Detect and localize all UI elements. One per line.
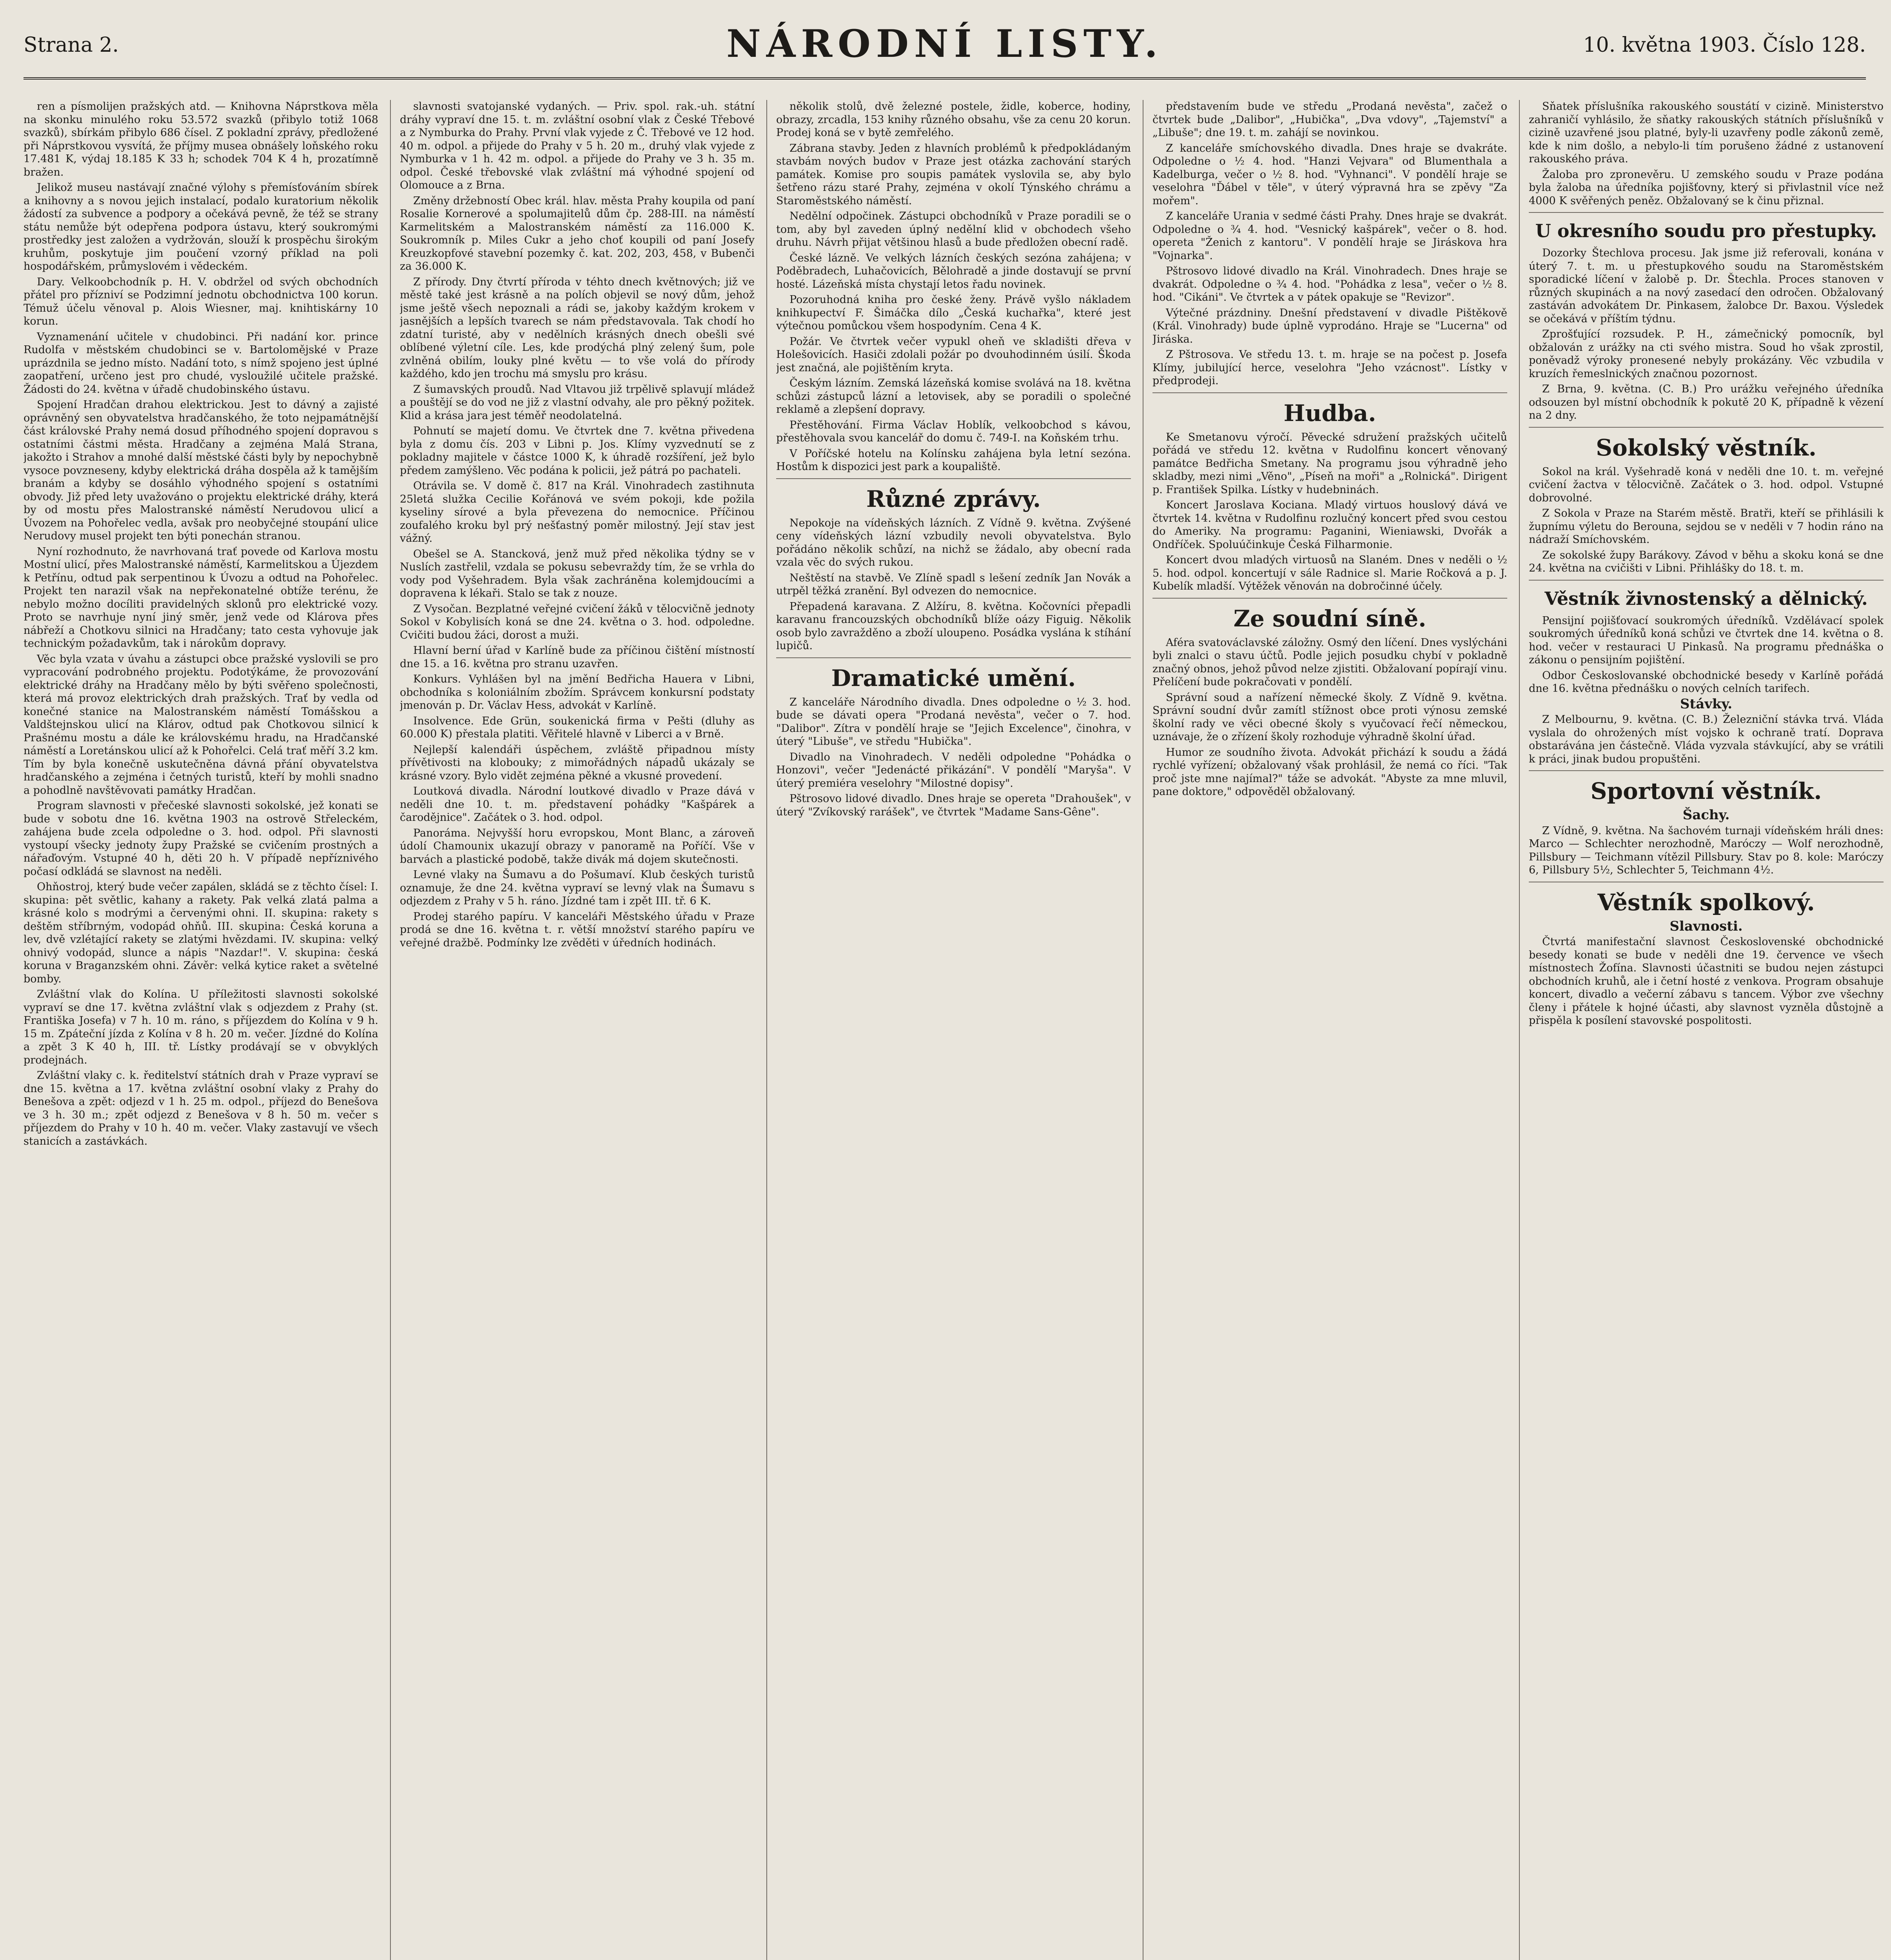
issue-date: 10. května 1903. Číslo 128. xyxy=(1583,33,1866,57)
section-heading-sportovni: Sportovní věstník. xyxy=(1590,778,1822,804)
article: Panoráma. Nejvyšší horu evropskou, Mont Blanc, a zároveň údolí Chamounix ukazují obrazy v panoramě na Poříčí. Vše v barvách a plastické podobě, takže divák má dojem skutečnosti. xyxy=(400,827,755,866)
article: Program slavnosti v přečeské slavnosti sokolské, jež konati se bude v sobotu dne 16. května 1903 na ostrově Střeleckém, zahájena bude zcela odpoledne o 3. hod. odpol. Při slavnosti vystoupí všecky jednoty župy Pražské se cvičením prostných a nářaďovým. Vstupné 40 h, děti 20 h. V případě nepříznivého počasí odkládá se slavnost na neděli. xyxy=(24,800,378,878)
article: Zprošťující rozsudek. P. H., zámečnický pomocník, byl obžalován z urážky na cti svého mistra. Soud ho však zprostil, poněvadž výroky pronesené nebyly prokázány. Věc vzbudila v kruzích řemeslnických značnou pozornost. xyxy=(1529,328,1884,380)
article: několik stolů, dvě železné postele, židle, koberce, hodiny, obrazy, zrcadla, 153 knihy různého obsahu, vše za cenu 20 korun. Prodej koná se v bytě zemřelého. xyxy=(776,100,1131,139)
section-rule xyxy=(1152,598,1507,599)
section-rule xyxy=(1529,580,1884,581)
article: Zvláštní vlak do Kolína. U příležitosti slavnosti sokolské vypraví se dne 17. května zvláštní vlak s odjezdem z Prahy (st. Františka Josefa) v 7 h. 10 m. ráno, s příjezdem do Kolína v 9 h. 15 m. Zpáteční jízda z Kolína v 8 h. 20 m. večer. Jízdné do Kolína a zpět 3 K 40 h, III. tř. Lístky prodávají se v obvyklých prodejnách. xyxy=(24,988,378,1066)
article: Z Vysočan. Bezplatné veřejné cvičení žáků v tělocvičně jednoty Sokol v Kobylisích koná se dne 24. května o 3. hod. odpoledne. Cvičiti budou žáci, dorost a muži. xyxy=(400,603,755,641)
article: Nepokoje na vídeňských lázních. Z Vídně 9. května. Zvýšené ceny vídeňských lázní vzbudily nevoli obyvatelstva. Bylo pořádáno několik schůzí, na nichž se žádalo, aby obecní rada vzala věc do svých rukou. xyxy=(776,517,1131,568)
article: Pohnutí se majetí domu. Ve čtvrtek dne 7. května přivedena byla z domu čís. 203 v Libni p. Jos. Klímy vyzvednutí se z pokladny majitele v částce 1000 K, k úhradě rozšíření, jež bylo předem zamýšleno. Věc podána k policii, jež pátrá po pachateli. xyxy=(400,425,755,477)
section-rule xyxy=(776,657,1131,658)
column-divider xyxy=(1519,100,1520,1960)
article: Dary. Velkoobchodník p. H. V. obdržel od svých obchodních přátel pro přízniví se Podzimní jednotu obchodnictva 100 korun. Témuž účelu věnoval p. Alois Wiesner, maj. knihtiskárny 10 korun. xyxy=(24,276,378,327)
article: Levné vlaky na Šumavu a do Pošumaví. Klub českých turistů oznamuje, že dne 24. května vypraví se levný vlak na Šumavu s odjezdem z Prahy v 5 h. ráno. Jízdné tam i zpět III. tř. 6 K. xyxy=(400,869,755,907)
column-5 xyxy=(1529,100,1884,1960)
article: Humor ze soudního života. Advokát přichází k soudu a žádá rychlé vyřízení; obžalovaný však prohlásil, že nemá co říci. "Tak proč jste mne najímal?" táže se advokát. "Abyste za mne mluvil, pane doktore," odpověděl obžalovaný. xyxy=(1152,746,1507,798)
column-2 xyxy=(400,100,755,1960)
column-divider xyxy=(766,100,767,1960)
article: Z přírody. Dny čtvrtí příroda v téhto dnech květnových; již ve městě také jest krásně a na polích objevil se nový dům, jehož jsme ještě všech nepoznali a rádi se, jakoby každým krokem v jasnějších a lepších tvarech se nám představovala. Tak chodí ho zdatní turisté, aby v nedělních krásných dnech obešli své oblíbené výletní cíle. Les, kde prodýchá plný zelený šum, pole zvlněná obilím, louky plné květu — to vše volá do přírody každého, kdo jen trochu má smyslu pro krásu. xyxy=(400,276,755,380)
article: Nejlepší kalendáři úspěchem, zvláště připadnou místy přívětivosti na klobouky; z mimořádných nápadů ukázaly se krásné vzory. Bylo vidět zejména pěkné a vkusné provedení. xyxy=(400,743,755,782)
article: V Poříčské hotelu na Kolínsku zahájena byla letní sezóna. Hostům k dispozici jest park a koupaliště. xyxy=(776,447,1131,473)
masthead-title: NÁRODNÍ LISTY. xyxy=(726,22,1163,66)
article: Z Sokola v Praze na Starém městě. Bratři, kteří se přihlásili k župnímu výletu do Berouna, sejdou se v neděli v 7 hodin ráno na nádraží Smíchovském. xyxy=(1529,507,1884,546)
article: České lázně. Ve velkých lázních českých sezóna zahájena; v Poděbradech, Luhačovicích, Bělohradě a jinde dostavují se první hosté. Lázeňská místa chystají letos řadu novinek. xyxy=(776,252,1131,290)
section-heading-spolkovy: Věstník spolkový. xyxy=(1597,889,1815,916)
article: Zvláštní vlaky c. k. ředitelství státních drah v Praze vypraví se dne 15. května a 17. května zvláštní osobní vlaky z Prahy do Benešova a zpět: odjezd v 1 h. 25 m. odpol., příjezd do Benešova ve 3 h. 30 m.; zpět odjezd z Benešova v 8 h. 50 m. večer s příjezdem do Prahy v 10 h. 40 m. večer. Vlaky zastavují ve všech stanicích a zastávkách. xyxy=(24,1069,378,1147)
section-heading-zivnostensky: Věstník živnostenský a dělnický. xyxy=(1544,588,1868,609)
section-rule xyxy=(1529,212,1884,213)
article: Ohňostroj, který bude večer zapálen, skládá se z těchto čísel: I. skupina: pět světlic, kahany a rakety. Pak velká zlatá palma a krásné kolo s modrými a červenými ohni. II. skupina: rakety s deštěm stříbrným, vodopád ohňů. III. skupina: Česká koruna a lev, dvě vzlétající rakety se zlatými hvězdami. IV. skupina: velký ohnivý vodopád, slunce a nápis "Nazdar!". V. skupina: česká koruna v Braganzském ohni. Závěr: velká kytice raket a světelné bomby. xyxy=(24,881,378,985)
article: Neštěstí na stavbě. Ve Zlíně spadl s lešení zedník Jan Novák a utrpěl těžká zranění. Byl odvezen do nemocnice. xyxy=(776,572,1131,597)
article: Pensijní pojišťovací soukromých úředníků. Vzdělávací spolek soukromých úředníků koná schůzi ve čtvrtek dne 14. května o 8. hod. večer v restauraci U Pinkasů. Na programu přednáška o zákonu o pensijním pojištění. xyxy=(1529,614,1884,666)
section-rule xyxy=(1529,770,1884,771)
article: Pštrosovo lidové divadlo. Dnes hraje se opereta "Drahoušek", v úterý "Zvíkovský rarášek", ve čtvrtek "Madame Sans-Gêne". xyxy=(776,793,1131,818)
article: Z Brna, 9. května. (C. B.) Pro urážku veřejného úředníka odsouzen byl místní obchodník k pokutě 20 K, případně k vězení na 2 dny. xyxy=(1529,383,1884,421)
article: Zábrana stavby. Jeden z hlavních problémů k předpokládaným stavbám nových budov v Praze jest otázka zachování starých památek. Komise pro soupis památek vyslovila se, aby bylo šetřeno rázu staré Prahy, zejména v okolí Týnského chrámu a Staroměstského náměstí. xyxy=(776,142,1131,207)
article: Obešel se A. Stancková, jenž muž před několika týdny se v Nuslích zastřelil, vzdala se pokusu sebevraždy tím, že se vrhla do vody pod Vyšehradem. Byla však zachráněna kolemjdoucími a dopravena k lékaři. Stalo se tak z nouze. xyxy=(400,548,755,599)
article: Žaloba pro zpronevěru. U zemského soudu v Praze podána byla žaloba na úředníka pojišťovny, který si přivlastnil více než 4000 K svěřených peněz. Obžalovaný se k činu přiznal. xyxy=(1529,168,1884,207)
article: Aféra svatováclavské záložny. Osmý den líčení. Dnes vyslýcháni byli znalci o stavu účtů. Podle jejich posudku chybí v pokladně značný obnos, jehož původ nelze zjistiti. Obžalovaní popírají vinu. Přelíčení bude pokračovati v pondělí. xyxy=(1152,636,1507,688)
article: Z Melbournu, 9. května. (C. B.) Železniční stávka trvá. Vláda vyslala do ohrožených míst vojsko k ochraně tratí. Doprava obstarávána jen částečně. Vláda vyzvala stávkující, aby se vrátili k práci, jinak budou propuštěni. xyxy=(1529,713,1884,765)
article: představením bude ve středu „Prodaná nevěsta", začež o čtvrtek bude „Dalibor", „Hubička", „Dva vdovy", „Tajemství" a „Libuše"; dne 19. t. m. zahájí se novinkou. xyxy=(1152,100,1507,139)
article: Jelikož museu nastávají značné výlohy s přemísťováním sbírek a knihovny a s novou jejich instalací, podalo kuratorium několik žádostí za subvence a podpory a očekává pevně, že též se strany státu nemůže být odepřena podpora ústavu, který soukromými prostředky jest založen a vydržován, slouží k prospěchu širokým kruhům, poskytuje jim poučení vzorný příklad na poli hospodářském, průmyslovém i vědeckém. xyxy=(24,181,378,272)
column-3 xyxy=(776,100,1131,1960)
column-4 xyxy=(1152,100,1507,1960)
article: Českým lázním. Zemská lázeňská komise svolává na 18. května schůzi zástupců lázní a letovisek, aby se poradili o společné reklamě a zlepšení dopravy. xyxy=(776,377,1131,416)
article: Dozorky Štechlova procesu. Jak jsme již referovali, konána v úterý 7. t. m. u přestupkového soudu na Staroměstském sporadické líčení v žalobě p. Dr. Štechla. Proces stanoven v různých skupinách a na nový zasedací den odročen. Obžalovaný zastáván advokátem Dr. Pinkasem, žalobce Dr. Baxou. Výsledek se očekává v příštím týdnu. xyxy=(1529,247,1884,325)
section-subheading-stavky: Stávky. xyxy=(1680,696,1733,712)
article: Čtvrtá manifestační slavnost Československé obchodnické besedy konati se bude v neděli dne 19. července ve všech místnostech Žofína. Slavnosti účastniti se budou nejen zástupci obchodních kruhů, ale i četní hosté z venkova. Program obsahuje koncert, divadlo a večerní zábavu s tancem. Výbor zve všechny členy i přátele k hojné účasti, aby slavnost vyzněla důstojně a přispěla k posílení stavovské pospolitosti. xyxy=(1529,936,1884,1027)
article: Nedělní odpočinek. Zástupci obchodníků v Praze poradili se o tom, aby byl zaveden úplný nedělní klid v obchodech všeho druhu. Návrh přijat většinou hlasů a bude předložen obecní radě. xyxy=(776,210,1131,249)
article: Ze sokolské župy Barákovy. Závod v běhu a skoku koná se dne 24. května na cvičišti v Libni. Přihlášky do 18. t. m. xyxy=(1529,549,1884,574)
article: Pštrosovo lidové divadlo na Král. Vinohradech. Dnes hraje se dvakrát. Odpoledne o ¾ 4. hod. "Pohádka z lesa", večer o ½ 8. hod. "Cikáni". Ve čtvrtek a v pátek opakuje se "Revizor". xyxy=(1152,265,1507,303)
column-1 xyxy=(24,100,378,1960)
section-heading-soudni-sine: Ze soudní síně. xyxy=(1233,605,1426,632)
section-heading-ruzne-zpravy: Různé zprávy. xyxy=(866,485,1041,512)
article: Přepadená karavana. Z Alžíru, 8. května. Kočovníci přepadli karavanu francouzských obchodníků blíže oázy Figuig. Několik osob bylo zavražděno a zboží uloupeno. Posádka vyslána k stíhání lupičů. xyxy=(776,600,1131,652)
article: Koncert Jaroslava Kociana. Mladý virtuos houslový dává ve čtvrtek 14. května v Rudolfinu rozlučný koncert před svou cestou do Ameriky. Na programu: Paganini, Wieniawski, Dvořák a Ondříček. Spoluúčinkuje Česká Filharmonie. xyxy=(1152,499,1507,551)
article: Ke Smetanovu výročí. Pěvecké sdružení pražských učitelů pořádá ve středu 12. května v Rudolfinu koncert věnovaný památce Bedřicha Smetany. Na programu jsou výhradně jeho skladby, mezi nimi „Věno", „Píseň na moři" a „Rolnická". Dirigent p. František Spilka. Lístky v hudebninách. xyxy=(1152,431,1507,496)
article: Změny držebností Obec král. hlav. města Prahy koupila od paní Rosalie Kornerové a spolumajitelů dům čp. 288-III. na náměstí Karmelitském a Malostranském náměstí za 116.000 K. Soukromník p. Miles Cukr a jeho choť koupili od paní Josefy Kreuzkopfové stavební pozemky č. kat. 202, 203, 458, v Bubenči za 36.000 K. xyxy=(400,194,755,272)
article: Vyznamenání učitele v chudobinci. Při nadání kor. prince Rudolfa v městském chudobinci se v. Bartolomějské v Praze uprázdnila se jedno místo. Nadání toto, s nímž spojeno jest úplné zaopatření, určeno jest pro chudé, vysloužilé učitele pražské. Žádosti do 24. května v úřadě chudobinského ústavu. xyxy=(24,330,378,396)
header-rule xyxy=(24,77,1866,80)
article: Loutková divadla. Národní loutkové divadlo v Praze dává v neděli dne 10. t. m. představení pohádky "Kašpárek a čarodějnice". Začátek o 3. hod. odpol. xyxy=(400,785,755,824)
article: Přestěhování. Firma Václav Hoblík, velkoobchod s kávou, přestěhovala svou kancelář do domu č. 749-I. na Koňském trhu. xyxy=(776,419,1131,444)
article: Spojení Hradčan drahou elektrickou. Jest to dávný a zajisté oprávněný sen obyvatelstva hradčanského, že toto nejpamátnější část královské Prahy nemá dosud příhodného spojení dopravou s ostatními částmi města. Hradčany a zejména Malá Strana, jakožto i Strahov a mnohé další městské části byly by nepochybně vysoce povzneseny, kdyby elektrická dráha dospěla až k tamějším branám a kdyby se dosáhlo výhodného spojení s ostatními obvody. Již před lety uvažováno o projektu elektrické dráhy, která by od mostu přes Malostranské náměstí Nerudovou ulicí a Úvozem na Pohořelec vedla, avšak pro neobyčejné stoupání ulice Nerudovy musel projekt ten býti ponechán stranou. xyxy=(24,399,378,542)
article: Správní soud a nařízení německé školy. Z Vídně 9. května. Správní soudní dvůr zamítl stížnost obce proti výnosu zemské školní rady ve věci obecné školy s vyučovací řečí německou, uznávaje, že o zřízení školy rozhoduje výhradně školní úřad. xyxy=(1152,691,1507,743)
article: Z Vídně, 9. května. Na šachovém turnaji vídeňském hráli dnes: Marco — Schlechter nerozhodně, Maróczy — Wolf nerozhodně, Pillsbury — Teichmann vítězil Pillsbury. Stav po 8. kole: Maróczy 6, Pillsbury 5½, Schlechter 5, Teichmann 4½. xyxy=(1529,824,1884,876)
section-subheading-slavnosti: Slavnosti. xyxy=(1670,918,1743,934)
article: Z kanceláře Urania v sedmé části Prahy. Dnes hraje se dvakrát. Odpoledne o ¾ 4. hod. "Vesnický kašpárek", večer o 8. hod. opereta "Ženich z kantoru". V pondělí hraje se Jiráskova hra "Vojnarka". xyxy=(1152,210,1507,262)
article: Koncert dvou mladých virtuosů na Slaném. Dnes v neděli o ½ 5. hod. odpol. koncertují v sále Radnice sl. Marie Ročková a p. J. Kubelík mladší. Výtěžek věnován na dobročinné účely. xyxy=(1152,554,1507,592)
section-heading-okresni-soud: U okresního soudu pro přestupky. xyxy=(1535,220,1877,241)
section-heading-dramaticke-umeni: Dramatické umění. xyxy=(831,664,1076,691)
article: Z Pštrosova. Ve středu 13. t. m. hraje se na počest p. Josefa Klímy, jubilující herce, veselohra "Jeho vzácnost". Lístky v předprodeji. xyxy=(1152,348,1507,387)
article: Otrávila se. V domě č. 817 na Král. Vinohradech zastihnuta 25letá služka Cecilie Kořánová ve svém pokoji, kde požila kyseliny sírové a byla převezena do nemocnice. Příčinou zoufalého kroku byl prý nešťastný poměr milostný. Její stav jest vážný. xyxy=(400,480,755,544)
article: Divadlo na Vinohradech. V neděli odpoledne "Pohádka o Honzovi", večer "Jedenácté přikázání". V pondělí "Maryša". V úterý premiéra veselohry "Milostné dopisy". xyxy=(776,751,1131,789)
article: Hlavní berní úřad v Karlíně bude za příčinou čištění místností dne 15. a 16. května pro stranu uzavřen. xyxy=(400,644,755,670)
article: Nyní rozhodnuto, že navrhovaná trať povede od Karlova mostu Mostní ulicí, přes Malostranské náměstí, Karmelitskou a Újezdem k Petřínu, odtud pak serpentinou k Úvozu a odtud na Pohořelec. Projekt ten narazil však na nepřekonatelné obtíže terénu, že nebylo možno docíliti pravidelných sklonů pro elektrické vozy. Proto se navrhuje nyní jiný směr, jenž vede od Klárova přes nábřeží a Chotkovu silnici na Hradčany; tato cesta vyhovuje jak technickým požadavkům, tak i nárokům dopravy. xyxy=(24,545,378,650)
article: ren a písmolijen pražských atd. — Knihovna Náprstkova měla na skonku minulého roku 53.572 svazků (přibylo totiž 1068 svazků), sbírkám přibylo 686 čísel. Z pokladní zprávy, předložené při Náprstkovou vysvítá, že příjmy musea obnášely loňského roku 17.481 K, výdaj 18.185 K 33 h; schodek 704 K 4 h, prozatímně bražen. xyxy=(24,100,378,178)
article: Požár. Ve čtvrtek večer vypukl oheň ve skladišti dřeva v Holešovicích. Hasiči zdolali požár po dvouhodinném úsilí. Škoda jest značná, ale pojištěním kryta. xyxy=(776,335,1131,374)
article: Z kanceláře smíchovského divadla. Dnes hraje se dvakráte. Odpoledne o ½ 4. hod. "Hanzi Vejvara" od Blumenthala a Kadelburga, večer o ½ 8. hod. "Vyhnanci". V pondělí hraje se veselohra "Ďábel v těle", v úterý výpravná hra se zpěvy "Za mořem". xyxy=(1152,142,1507,207)
section-heading-hudba: Hudba. xyxy=(1283,399,1376,426)
article: Pozoruhodná kniha pro české ženy. Právě vyšlo nákladem knihkupectví F. Šimáčka dílo „Česká kuchařka", které jest výtečnou pomůckou všem hospodyním. Cena 4 K. xyxy=(776,294,1131,332)
section-subheading-sachy: Šachy. xyxy=(1682,807,1730,823)
article: Z šumavských proudů. Nad Vltavou již trpělivě splavují mládež a pouštějí se do vod ne již z vlastní odvahy, ale pro pěkný požitek. Klid a krása jara jest téměř neodolatelná. xyxy=(400,383,755,422)
page-header xyxy=(24,14,1866,73)
article: Sňatek příslušníka rakouského soustátí v cizině. Ministerstvo zahraničí vyhlásilo, že sňatky rakouských státních příslušníků v cizině uzavřené jsou platné, byly-li uzavřeny podle zákonů země, kde k nim došlo, a nebylo-li tím porušeno žádné z ustanovení rakouského práva. xyxy=(1529,100,1884,165)
section-rule xyxy=(776,478,1131,479)
article: Věc byla vzata v úvahu a zástupci obce pražské vyslovili se pro vypracování podrobného projektu. Podotýkáme, že provozování elektrické dráhy na Hradčany mělo by býti svěřeno společnosti, která má provoz elektrických drah pražských. Trať by vedla od konečné stanice na Malostranském náměstí Tomášskou a Valdštejnskou ulicí na Klárov, odtud pak Chotkovou silnicí k Prašnému mostu a dále ke královskému hradu, na Hradčanské náměstí a Loretánskou ulicí až k Pohořelci. Celá trať měří 3.2 km. Tím by byla konečně uskutečněna dávná přání obyvatelstva hradčanského a zejména i četných turistů, kteří by mohli snadno a pohodlně navštěvovati památky Hradčan. xyxy=(24,653,378,797)
article: Odbor Českoslovanské obchodnické besedy v Karlíně pořádá dne 16. května přednášku o nových celních tarifech. xyxy=(1529,669,1884,695)
page-number: Strana 2. xyxy=(24,33,119,57)
article: Sokol na král. Vyšehradě koná v neděli dne 10. t. m. veřejné cvičení žactva v tělocvičně. Začátek o 3. hod. odpol. Vstupné dobrovolné. xyxy=(1529,465,1884,504)
section-heading-sokolsky: Sokolský věstník. xyxy=(1596,434,1817,461)
article: Konkurs. Vyhlášen byl na jmění Bedřicha Hauera v Libni, obchodníka s koloniálním zbožím. Správcem konkursní podstaty jmenován p. Dr. Václav Hess, advokát v Karlíně. xyxy=(400,673,755,711)
article: slavnosti svatojanské vydaných. — Priv. spol. rak.-uh. státní dráhy vypraví dne 15. t. m. zvláštní osobní vlak z České Třebové a z Nymburka do Prahy. První vlak vyjede z Č. Třebové ve 12 hod. 40 m. odpol. a přijede do Prahy v 5 h. 20 m., druhý vlak vyjede z Nymburka v 1 h. 42 m. odpol. a přijede do Prahy ve 3 h. 35 m. odpol. České třebovské vlak zvláštní má výhodné spojení od Olomouce a z Brna. xyxy=(400,100,755,191)
article: Insolvence. Ede Grün, soukenická firma v Pešti (dluhy as 60.000 K) přestala platiti. Věřitelé hlavně v Liberci a v Brně. xyxy=(400,715,755,740)
article: Z kanceláře Národního divadla. Dnes odpoledne o ½ 3. hod. bude se dávati opera "Prodaná nevěsta", večer o 7. hod. "Dalibor". Zítra v pondělí hraje se "Jejich Excelence", činohra, v úterý "Libuše", ve středu "Hubička". xyxy=(776,696,1131,748)
article: Výtečné prázdniny. Dnešní představení v divadle Pištěkově (Král. Vinohrady) bude úplně vyprodáno. Hraje se "Lucerna" od Jiráska. xyxy=(1152,307,1507,345)
section-rule xyxy=(1529,427,1884,428)
column-divider xyxy=(390,100,391,1960)
article: Prodej starého papíru. V kanceláři Městského úřadu v Praze prodá se dne 16. května t. r. větší množství starého papíru ve veřejné dražbě. Podmínky lze zvěděti v úředních hodinách. xyxy=(400,910,755,949)
section-rule xyxy=(1152,392,1507,393)
